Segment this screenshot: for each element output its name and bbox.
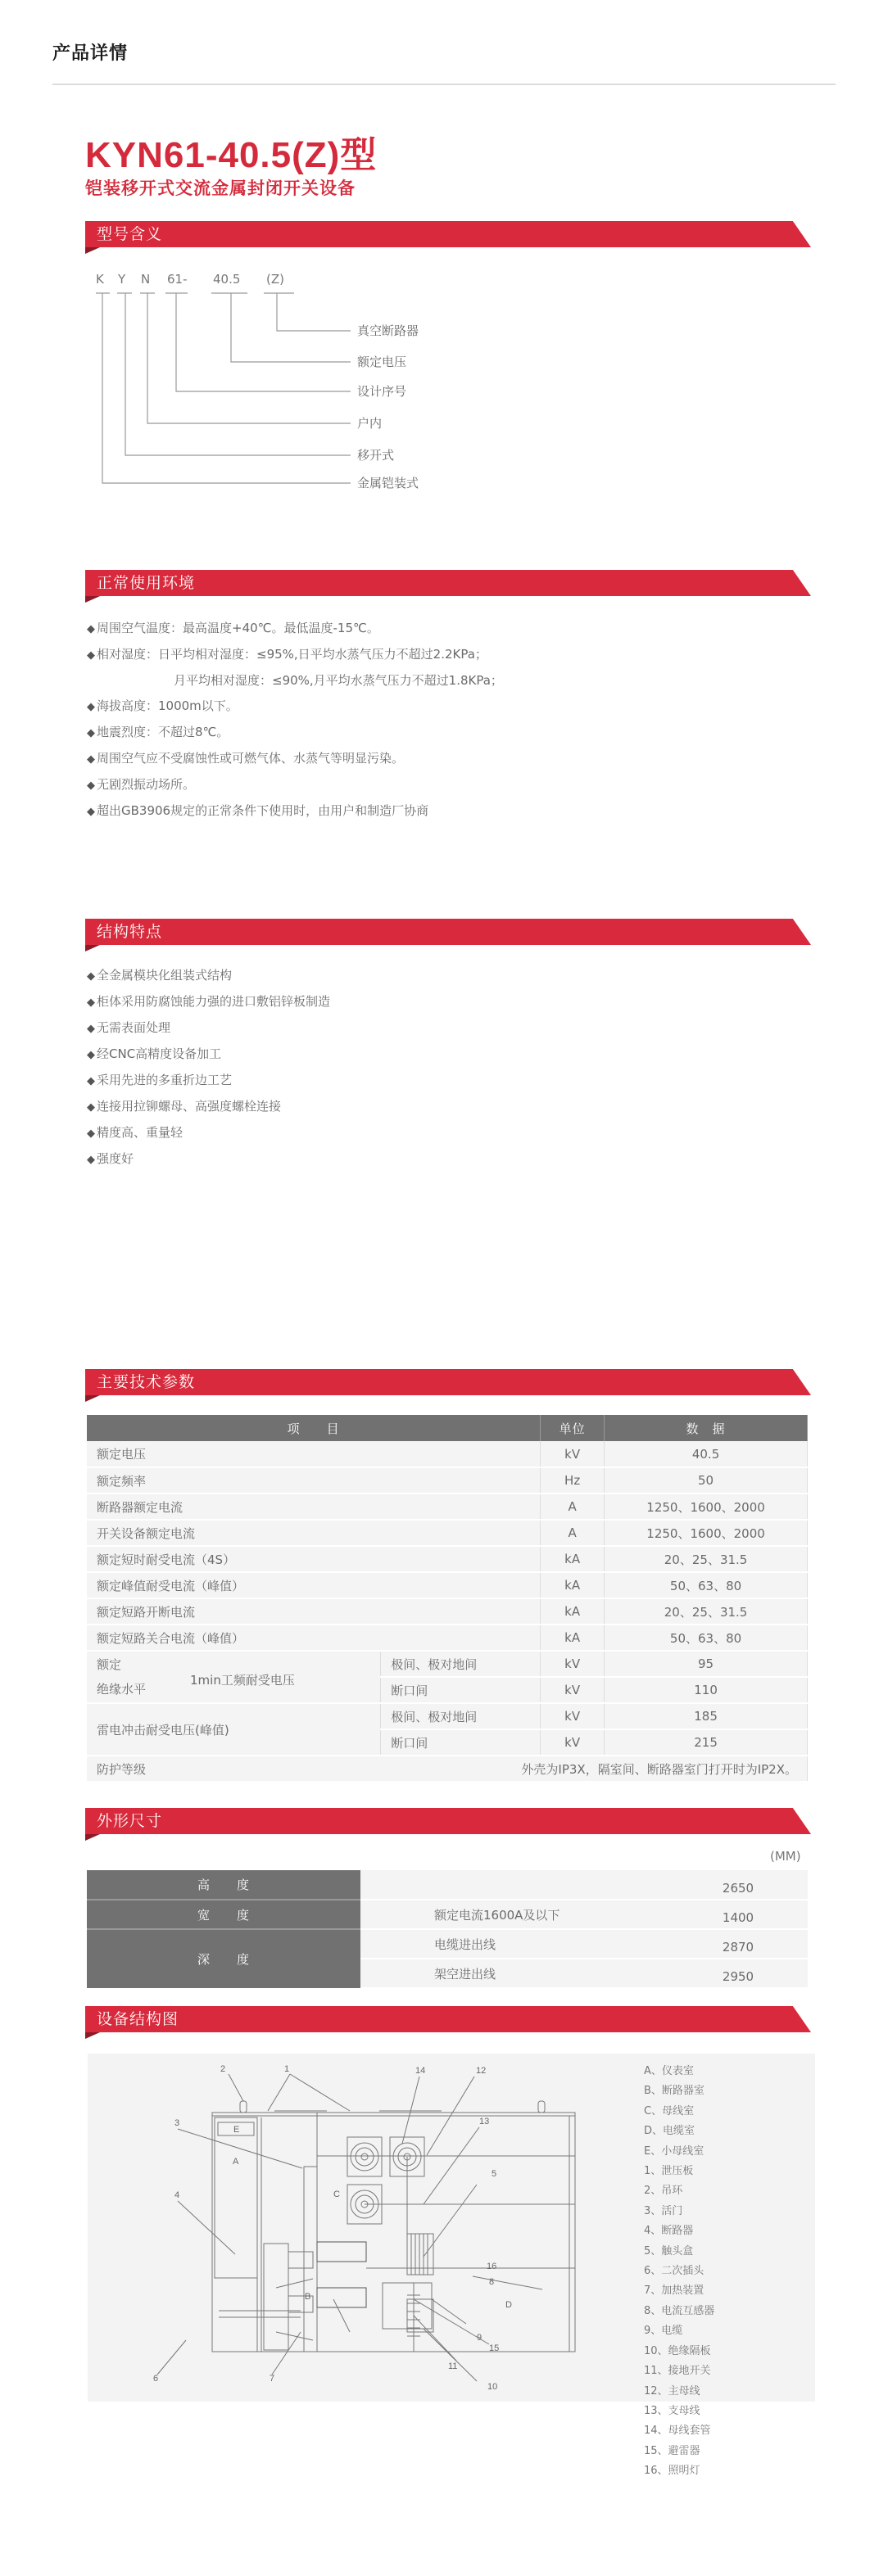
svg-text:11: 11	[448, 2361, 458, 2371]
diamond-bullet-icon: ◆	[87, 1049, 95, 1061]
dim-label-height: 高 度	[87, 1870, 360, 1900]
list-item-text: 无剧烈振动场所。	[97, 777, 196, 792]
compartment-label-d: D	[505, 2300, 512, 2310]
table-row	[87, 1900, 808, 1929]
legend-item: 10、绝缘隔板	[644, 2344, 711, 2357]
svg-text:16: 16	[487, 2262, 497, 2271]
svg-text:7: 7	[270, 2374, 275, 2384]
meaning-label: 真空断路器	[357, 323, 419, 338]
cell-lightning-label: 雷电冲击耐受电压(峰值)	[87, 1703, 381, 1756]
tech-params-table	[87, 1415, 808, 1783]
legend-item: A、仪表室	[644, 2065, 694, 2077]
section-heading-dimensions	[85, 1808, 811, 1834]
compartment-label-e: E	[233, 2125, 240, 2135]
diamond-bullet-icon: ◆	[87, 1101, 95, 1114]
list-item	[87, 1146, 330, 1173]
list-item-text: 超出GB3906规定的正常条件下使用时，由用户和制造厂协商	[97, 803, 429, 818]
cell-unit: kV	[541, 1729, 605, 1756]
list-item	[87, 668, 503, 694]
cell-value: 1250、1600、2000	[605, 1494, 808, 1520]
diamond-bullet-icon: ◆	[87, 1154, 95, 1166]
cell-sub-item: 极间、极对地间	[381, 1651, 541, 1677]
section-label: 设备结构图	[97, 2010, 179, 2028]
cell-unit: kV	[541, 1677, 605, 1703]
legend-item: 2、吊环	[644, 2185, 683, 2198]
cell-unit: kA	[541, 1572, 605, 1598]
column-header-value: 数 据	[605, 1415, 808, 1441]
cell-unit: kV	[541, 1651, 605, 1677]
dimensions-table	[87, 1870, 808, 1989]
svg-text:12: 12	[476, 2066, 487, 2076]
compartment-label-c: C	[333, 2190, 340, 2199]
svg-text:4: 4	[174, 2190, 180, 2200]
list-item-text: 地震烈度：不超过8℃。	[97, 725, 229, 739]
list-item	[87, 1094, 330, 1120]
list-item-text: 周围空气应不受腐蚀性或可燃气体、水蒸气等明显污染。	[97, 751, 405, 766]
cell-unit: kV	[541, 1703, 605, 1729]
list-item	[87, 1068, 330, 1094]
cell-item: 额定短时耐受电流（4S）	[87, 1546, 541, 1572]
legend-item: 13、支母线	[644, 2404, 700, 2417]
legend-item: 12、主母线	[644, 2384, 700, 2397]
page-title: 产品详情	[52, 43, 129, 64]
cell-unit: kV	[541, 1441, 605, 1467]
cell-unit: kA	[541, 1546, 605, 1572]
cell-value: 1250、1600、2000	[605, 1520, 808, 1546]
cell-value: 2650	[668, 1870, 808, 1900]
code-letter: N	[141, 272, 151, 287]
legend-item: B、断路器室	[644, 2085, 705, 2098]
legend-item: 4、断路器	[644, 2225, 694, 2238]
section-heading-diagram	[85, 2006, 811, 2032]
cell-value: 50、63、80	[605, 1625, 808, 1651]
svg-text:1: 1	[284, 2064, 290, 2074]
legend-item: 16、照明灯	[644, 2465, 700, 2478]
svg-text:5: 5	[492, 2169, 497, 2179]
list-item-text: 强度好	[97, 1151, 134, 1166]
legend-item: E、小母线室	[644, 2144, 705, 2158]
dim-label-width: 宽 度	[87, 1900, 360, 1929]
cell-value: 20、25、31.5	[605, 1598, 808, 1625]
list-item-text: 无需表面处理	[97, 1020, 171, 1035]
section-label: 外形尺寸	[97, 1812, 163, 1830]
meaning-label: 设计序号	[357, 384, 407, 399]
list-item	[87, 642, 503, 668]
svg-text:6: 6	[153, 2374, 159, 2384]
list-item	[87, 720, 503, 746]
diamond-bullet-icon: ◆	[87, 1023, 95, 1035]
svg-text:15: 15	[489, 2343, 500, 2353]
environment-list	[87, 616, 503, 825]
table-row	[87, 1651, 808, 1677]
page-header	[52, 39, 836, 85]
table-row	[87, 1494, 808, 1520]
list-item	[87, 798, 503, 825]
cell-item: 断路器额定电流	[87, 1494, 541, 1520]
diamond-bullet-icon: ◆	[87, 727, 95, 739]
section-label: 型号含义	[97, 225, 163, 243]
cell-value: 40.5	[605, 1441, 808, 1467]
table-row	[87, 1441, 808, 1467]
table-row	[87, 1756, 808, 1782]
insulation-label-line2: 绝缘水平	[97, 1682, 147, 1697]
compartment-label-b: B	[305, 2292, 311, 2302]
legend-item: 8、电流互感器	[644, 2304, 715, 2317]
cell-unit: kA	[541, 1625, 605, 1651]
list-item-text: 经CNC高精度设备加工	[97, 1046, 222, 1061]
list-item	[87, 746, 503, 772]
cell-insulation-label	[87, 1651, 381, 1703]
table-row	[87, 1625, 808, 1651]
section-label: 结构特点	[97, 923, 163, 941]
table-row	[87, 1467, 808, 1494]
cell-value: 50	[605, 1467, 808, 1494]
diamond-bullet-icon: ◆	[87, 806, 95, 818]
cell-value: 185	[605, 1703, 808, 1729]
svg-text:14: 14	[415, 2066, 426, 2076]
type-meaning-connector-lines	[82, 246, 492, 508]
diamond-bullet-icon: ◆	[87, 970, 95, 983]
list-item-text: 全金属模块化组装式结构	[97, 968, 233, 983]
code-letter: 61-	[167, 272, 188, 287]
list-item	[87, 1120, 330, 1146]
code-letter: 40.5	[213, 272, 241, 287]
list-item-text: 相对湿度：日平均相对湿度：≤95%,日平均水蒸气压力不超过2.2KPa；	[97, 647, 487, 662]
cell-condition: 架空进出线	[360, 1959, 668, 1988]
dim-label-depth: 深 度	[87, 1929, 360, 1988]
svg-text:9: 9	[477, 2333, 483, 2343]
meaning-label: 额定电压	[357, 355, 407, 369]
list-item	[87, 772, 503, 798]
table-row	[87, 1546, 808, 1572]
cell-value: 2950	[668, 1959, 808, 1988]
model-title: KYN61-40.5(Z)型	[85, 135, 378, 175]
table-row	[87, 1520, 808, 1546]
cell-item: 防护等级	[87, 1756, 381, 1782]
cell-item: 额定峰值耐受电流（峰值）	[87, 1572, 541, 1598]
legend-item: D、电缆室	[644, 2125, 695, 2138]
cell-value: 50、63、80	[605, 1572, 808, 1598]
legend-item: 9、电缆	[644, 2325, 683, 2338]
cell-unit: Hz	[541, 1467, 605, 1494]
cell-value: 外壳为IP3X，隔室间、断路器室门打开时为IP2X。	[381, 1756, 808, 1782]
cell-sub-item: 断口间	[381, 1677, 541, 1703]
cell-value: 20、25、31.5	[605, 1546, 808, 1572]
legend-item: 11、接地开关	[644, 2365, 711, 2378]
cell-sub-item: 极间、极对地间	[381, 1703, 541, 1729]
list-item	[87, 1015, 330, 1042]
svg-text:10: 10	[487, 2382, 498, 2392]
column-header-item: 项 目	[87, 1415, 541, 1441]
cell-item: 额定电压	[87, 1441, 541, 1467]
meaning-label: 金属铠装式	[357, 476, 419, 490]
section-heading-environment	[85, 570, 811, 596]
diamond-bullet-icon: ◆	[87, 1128, 95, 1140]
code-letter: Y	[118, 272, 126, 287]
diagram-legend	[644, 2062, 714, 2482]
cell-condition: 电缆进出线	[360, 1929, 668, 1959]
cell-condition: 额定电流1600A及以下	[360, 1900, 668, 1929]
legend-item: 1、泄压板	[644, 2165, 694, 2178]
list-item-text: 采用先进的多重折边工艺	[97, 1073, 233, 1087]
legend-item: 5、触头盒	[644, 2244, 694, 2257]
svg-text:13: 13	[479, 2117, 490, 2126]
cell-item: 额定短路开断电流	[87, 1598, 541, 1625]
cell-sub-item: 断口间	[381, 1729, 541, 1756]
table-header-row	[87, 1415, 808, 1441]
section-heading-structure	[85, 919, 811, 945]
list-item-text: 周围空气温度：最高温度+40℃。最低温度-15℃。	[97, 621, 379, 635]
table-row	[87, 1572, 808, 1598]
code-letter: (Z)	[266, 272, 284, 287]
structure-list	[87, 963, 330, 1173]
table-row	[87, 1703, 808, 1729]
list-item-text: 连接用拉铆螺母、高强度螺栓连接	[97, 1099, 282, 1114]
section-label: 正常使用环境	[97, 574, 196, 592]
list-item	[87, 616, 503, 642]
list-item-text: 柜体采用防腐蚀能力强的进口敷铝锌板制造	[97, 994, 331, 1009]
table-row	[87, 1598, 808, 1625]
meaning-label: 移开式	[357, 448, 395, 463]
cell-value: 1400	[668, 1900, 808, 1929]
diamond-bullet-icon: ◆	[87, 753, 95, 766]
cell-value: 2870	[668, 1929, 808, 1959]
section-label: 主要技术参数	[97, 1373, 196, 1391]
svg-text:2: 2	[220, 2064, 226, 2074]
diamond-bullet-icon: ◆	[87, 780, 95, 792]
type-meaning-diagram	[82, 246, 492, 508]
insulation-label-line1: 额定	[97, 1657, 122, 1672]
diamond-bullet-icon: ◆	[87, 997, 95, 1009]
section-heading-type-meaning	[85, 221, 811, 247]
compartment-label-a: A	[233, 2157, 239, 2167]
legend-item: C、母线室	[644, 2104, 695, 2117]
meaning-label: 户内	[357, 416, 383, 431]
list-item	[87, 1042, 330, 1068]
diamond-bullet-icon: ◆	[87, 1075, 95, 1087]
cell-unit: kA	[541, 1598, 605, 1625]
list-item-text: 海拔高度：1000m以下。	[97, 698, 238, 713]
product-title-block	[85, 136, 377, 200]
cell-value: 110	[605, 1677, 808, 1703]
list-item	[87, 694, 503, 720]
power-freq-label: 1min工频耐受电压	[190, 1673, 295, 1688]
legend-item: 3、活门	[644, 2204, 683, 2217]
table-row	[87, 1870, 808, 1900]
cell-value: 95	[605, 1651, 808, 1677]
svg-text:8: 8	[489, 2277, 495, 2287]
table-row	[87, 1929, 808, 1959]
list-item-text: 月平均相对湿度：≤90%,月平均水蒸气压力不超过1.8KPa；	[174, 673, 503, 688]
dimension-unit-label: (MM)	[770, 1849, 801, 1864]
section-heading-tech-params	[85, 1369, 811, 1395]
svg-text:3: 3	[174, 2118, 180, 2128]
cell-item: 额定短路关合电流（峰值）	[87, 1625, 541, 1651]
cell-unit: A	[541, 1520, 605, 1546]
legend-item: 15、避雷器	[644, 2444, 700, 2457]
list-item	[87, 989, 330, 1015]
cell-value: 215	[605, 1729, 808, 1756]
legend-item: 14、母线套管	[644, 2425, 711, 2438]
cell-condition	[360, 1870, 668, 1900]
list-item-text: 精度高、重量轻	[97, 1125, 183, 1140]
list-item	[87, 963, 330, 989]
cell-item: 开关设备额定电流	[87, 1520, 541, 1546]
legend-item: 6、二次插头	[644, 2265, 705, 2278]
diamond-bullet-icon: ◆	[87, 649, 95, 662]
cell-item: 额定频率	[87, 1467, 541, 1494]
diamond-bullet-icon: ◆	[87, 701, 95, 713]
diamond-bullet-icon: ◆	[87, 623, 95, 635]
cell-unit: A	[541, 1494, 605, 1520]
code-letter: K	[96, 272, 104, 287]
model-subtitle: 铠装移开式交流金属封闭开关设备	[85, 179, 356, 198]
column-header-unit: 单位	[541, 1415, 605, 1441]
legend-item: 7、加热装置	[644, 2285, 705, 2298]
